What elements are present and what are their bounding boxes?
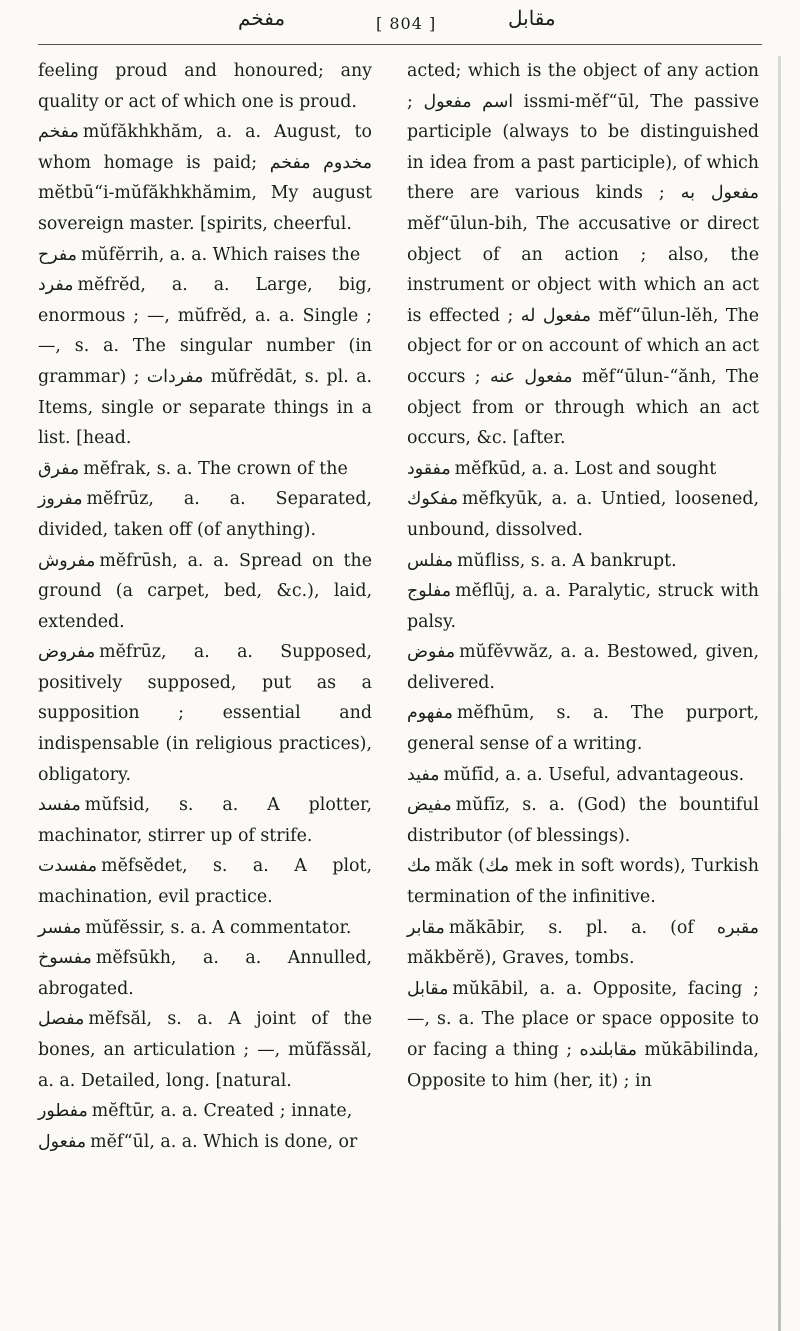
dictionary-entry [38, 484, 372, 545]
dictionary-entry [407, 454, 759, 485]
entry-text: mĕfrūsh, a. a. Spread on the ground (a carpet, bed, &c.), laid, extended. [38, 550, 372, 632]
headword-arabic: مفروض [38, 642, 96, 663]
entry-text: mĕf“ūl, a. a. Which is done, or [90, 1131, 358, 1152]
headword-arabic: مفكوك [407, 489, 459, 510]
entry-text: mĕfhūm, s. a. The purport, general sense of a writing. [407, 703, 759, 755]
entry-text: mŭfĕvwăz, a. a. Bestowed, given, delivered. [407, 642, 759, 693]
headword-arabic: مفسوخ [38, 948, 92, 969]
headword-arabic: مفصل [38, 1009, 85, 1030]
dictionary-entry [38, 240, 372, 271]
dictionary-entry [38, 637, 372, 790]
dictionary-entry [38, 270, 372, 454]
entry-text: mĕfsĕdet, s. a. A plot, machination, evil practice. [38, 856, 372, 908]
dictionary-entry [407, 56, 759, 454]
right-column [407, 56, 759, 1096]
entry-text: mĕfrūz, a. a. Supposed, positively supposed, put as a supposition ; essential and indispensable (in religious practices), obligatory. [38, 642, 372, 785]
entry-text: mĕfrĕd, a. a. Large, big, enormous ; —, mŭfrĕd, a. a. Single ; —, s. a. The singular number (in grammar) ; مفردات mŭfrĕdāt, s. pl. a. Items, single or separate things in a list. [head. [38, 275, 372, 449]
entry-text: mŭfliss, s. a. A bankrupt. [457, 550, 677, 571]
entry-text: mĕfkūd, a. a. Lost and sought [454, 458, 717, 479]
headword-arabic: مفسر [38, 917, 82, 938]
dictionary-entry [38, 851, 372, 912]
dictionary-entry [407, 790, 759, 851]
entry-text: mĕfrūz, a. a. Separated, divided, taken off (of anything). [38, 489, 372, 540]
page-edge-shadow [778, 56, 781, 1331]
header-left-word: مفخم [238, 6, 286, 30]
headword-arabic: مفلوج [407, 581, 452, 602]
entry-text: mŭfīd, a. a. Useful, advantageous. [443, 764, 745, 785]
entry-text: mŭfăkhkhăm, a. a. August, to whom homage is paid; مخدوم مفخم mĕtbū“i-mŭfăkhkhămim, My august sovereign master. [spirits, cheerful. [38, 122, 372, 234]
dictionary-entry [407, 576, 759, 637]
entry-text: mĕfkyūk, a. a. Untied, loosened, unbound, dissolved. [407, 489, 759, 540]
headword-arabic: مفرق [38, 458, 80, 479]
dictionary-entry [407, 484, 759, 545]
header-rule [38, 44, 762, 45]
entry-text: mŭfsid, s. a. A plotter, machinator, stirrer up of strife. [38, 795, 372, 846]
headword-arabic: مفطور [38, 1101, 88, 1122]
headword-arabic: مفقود [407, 458, 451, 479]
dictionary-entry [38, 790, 372, 851]
left-column [38, 56, 372, 1157]
entry-text: mĕfsūkh, a. a. Annulled, abrogated. [38, 948, 372, 999]
dictionary-entry [38, 1127, 372, 1158]
headword-arabic: مفروز [38, 489, 83, 510]
page-number: [ 804 ] [376, 14, 437, 33]
headword-arabic: مك [407, 856, 431, 877]
entry-text: mŭfīz, s. a. (God) the bountiful distributor (of blessings). [407, 795, 759, 846]
header-right-word: مقابل [508, 6, 556, 30]
headword-arabic: مفسد [38, 795, 81, 816]
entry-text: mĕfsăl, s. a. A joint of the bones, an articulation ; —, mŭfăssăl, a. a. Detailed, long. [natural. [38, 1009, 372, 1091]
dictionary-entry [407, 760, 759, 791]
dictionary-entry [407, 546, 759, 577]
dictionary-entry [38, 454, 372, 485]
entry-text: mŭfĕrrih, a. a. Which raises the [80, 244, 361, 265]
headword-arabic: مفرح [38, 244, 77, 265]
dictionary-entry [38, 943, 372, 1004]
dictionary-entry [407, 637, 759, 698]
headword-arabic: مفخم [38, 122, 79, 143]
dictionary-entry [38, 1096, 372, 1127]
entry-text: feeling proud and honoured; any quality or act of which one is proud. [38, 61, 372, 112]
dictionary-entry [38, 546, 372, 638]
entry-text: acted; which is the object of any action ; اسم مفعول issmi-mĕf“ūl, The passive participle (always to be distinguished in idea from a past participle), of which there are various kinds ; مفعول به mĕf“ūlun-bih, The accusative or direct object of an action ; also, the instrument or object with which an act is effected ; مفعول له mĕf“ūlun-lĕh, The object for or on account of which an act occurs ; مفعول عنه mĕf“ūlun-“ănh, The object from or through which an act occurs, &c. [after. [407, 61, 759, 449]
dictionary-entry [407, 974, 759, 1096]
entry-text: mŭfĕssir, s. a. A commentator. [85, 917, 352, 938]
entry-text: măkābir, s. pl. a. (of مقبره măkbĕrĕ), Graves, tombs. [407, 917, 759, 969]
headword-arabic: مفهوم [407, 703, 453, 724]
headword-arabic: مفسدت [38, 856, 98, 877]
dictionary-entry [407, 851, 759, 912]
headword-arabic: مقابل [407, 978, 449, 999]
entry-text: măk (مك mek in soft words), Turkish termination of the infinitive. [407, 856, 759, 908]
headword-arabic: مفروش [38, 550, 96, 571]
entry-text: mĕftūr, a. a. Created ; innate, [91, 1101, 353, 1122]
entry-text: mŭkābil, a. a. Opposite, facing ; —, s. a. The place or space opposite to or facing a thing ; مقابلنده mŭkābilinda, Opposite to him (her, it) ; in [407, 978, 759, 1091]
headword-arabic: مفيد [407, 764, 440, 785]
headword-arabic: مقابر [407, 917, 445, 938]
headword-arabic: مفيض [407, 795, 452, 816]
page-header [0, 0, 800, 48]
dictionary-entry [38, 913, 372, 944]
dictionary-entry [407, 698, 759, 759]
headword-arabic: مفعول [38, 1131, 87, 1152]
entry-text: mĕflūj, a. a. Paralytic, struck with palsy. [407, 581, 759, 632]
dictionary-entry [38, 117, 372, 239]
headword-arabic: مفلس [407, 550, 454, 571]
dictionary-entry [407, 913, 759, 974]
dictionary-entry [38, 56, 372, 117]
dictionary-entry [38, 1004, 372, 1096]
headword-arabic: مفرد [38, 275, 74, 296]
entry-text: mĕfrak, s. a. The crown of the [83, 458, 348, 479]
headword-arabic: مفوض [407, 642, 456, 663]
